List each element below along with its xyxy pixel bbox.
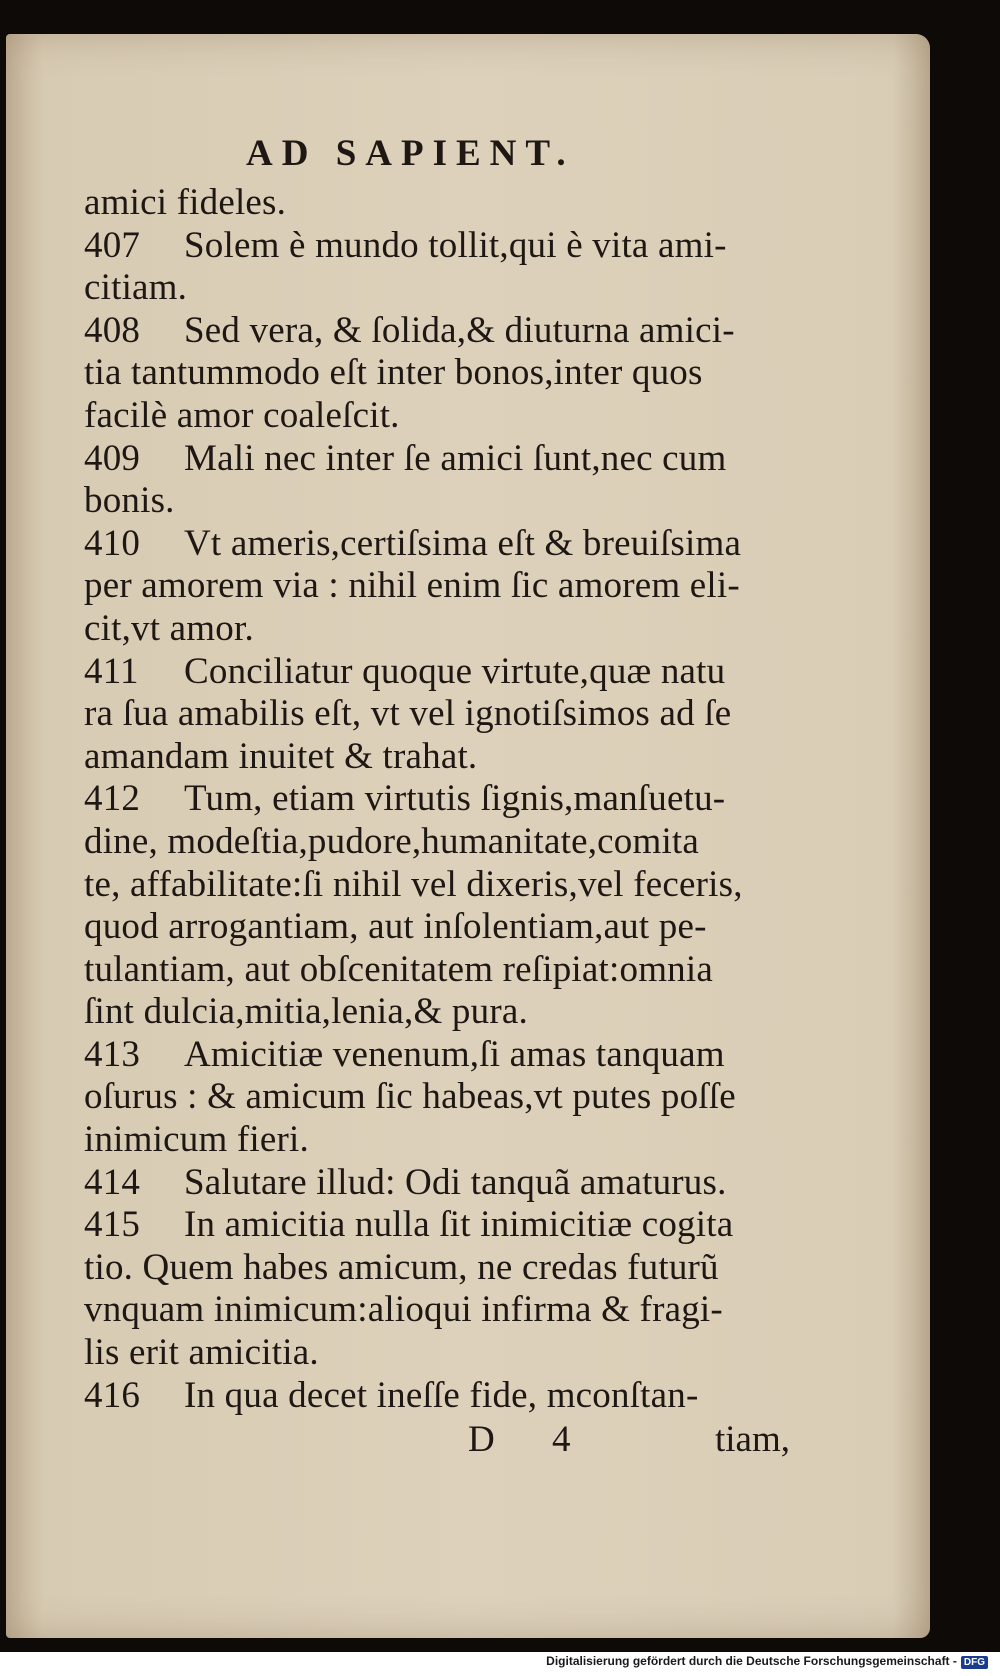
text-line — [84, 352, 784, 395]
credit-text: Digitalisierung gefördert durch die Deutsche Forschungsgemeinschaft - — [546, 1654, 957, 1668]
text-line — [84, 1289, 784, 1332]
page-footer — [84, 1418, 790, 1462]
line-text: bonis. — [84, 480, 175, 522]
text-line — [84, 565, 784, 608]
aphorism-number: 416 — [84, 1374, 141, 1416]
text-line — [84, 1162, 784, 1205]
catchword: tiam, — [714, 1419, 790, 1460]
aphorism-number: 415 — [84, 1204, 141, 1246]
line-text: Salutare illud: Odi tanquã amaturus. — [184, 1161, 727, 1203]
text-line — [84, 949, 784, 992]
text-line — [84, 395, 784, 438]
text-line — [84, 1076, 784, 1119]
text-line — [84, 1034, 784, 1077]
text-line — [84, 693, 784, 736]
line-text: per amorem via : nihil enim ſic amorem eli- — [84, 565, 740, 607]
line-text: lis erit amicitia. — [84, 1332, 319, 1374]
line-text: inimicum fieri. — [84, 1119, 309, 1161]
text-line — [84, 267, 784, 310]
text-line — [84, 608, 784, 651]
aphorism-number: 412 — [84, 778, 141, 820]
text-line — [84, 906, 784, 949]
line-text: ſint dulcia,mitia,lenia,& pura. — [84, 991, 528, 1033]
line-text: In qua decet ineſſe fide, mconſtan- — [184, 1374, 699, 1416]
text-line — [84, 991, 784, 1034]
line-text: te, affabilitate:ſi nihil vel dixeris,vel feceris, — [84, 863, 743, 905]
line-text: tio. Quem habes amicum, ne credas futurũ — [84, 1246, 719, 1288]
line-text: vnquam inimicum:alioqui infirma & fragi- — [84, 1289, 723, 1331]
signature-mark: D 4 — [468, 1419, 595, 1460]
dfg-logo: DFG — [961, 1656, 988, 1669]
line-text: cit,vt amor. — [84, 607, 254, 649]
running-head: AD SAPIENT. — [246, 133, 575, 174]
aphorism-number: 409 — [84, 437, 141, 479]
text-line — [84, 523, 784, 566]
line-text: Amicitiæ venenum,ſi amas tanquam — [184, 1033, 725, 1075]
line-text: facilè amor coaleſcit. — [84, 394, 400, 436]
line-text: Vt ameris,certiſsima eſt & breuiſsima — [184, 522, 742, 564]
aphorism-number: 411 — [84, 650, 139, 692]
text-line — [84, 821, 784, 864]
line-text: tulantiam, aut obſcenitatem reſipiat:omnia — [84, 948, 713, 990]
line-text: Solem è mundo tollit,qui è vita ami- — [184, 224, 727, 266]
text-line — [84, 651, 784, 694]
line-text: Conciliatur quoque virtute,quæ natu — [184, 650, 726, 692]
line-text: Sed vera, & ſolida,& diuturna amici- — [184, 309, 735, 351]
line-text: Mali nec inter ſe amici ſunt,nec cum — [184, 437, 727, 479]
text-line — [84, 778, 784, 821]
aphorism-number: 413 — [84, 1033, 141, 1075]
line-text: tia tantummodo eſt inter bonos,inter quos — [84, 352, 703, 394]
text-line — [84, 1204, 784, 1247]
aphorism-number: 410 — [84, 522, 141, 564]
line-text: ra ſua amabilis eſt, vt vel ignotiſsimos ad ſe — [84, 693, 732, 735]
line-text: amandam inuitet & trahat. — [84, 735, 478, 777]
digitization-credit — [546, 1654, 988, 1674]
text-line — [84, 1247, 784, 1290]
line-text: Tum, etiam virtutis ſignis,manſuetu- — [184, 778, 726, 820]
line-text: amici fideles. — [84, 182, 287, 223]
text-line — [84, 1119, 784, 1162]
aphorism-number: 407 — [84, 224, 141, 266]
line-text: quod arrogantiam, aut inſolentiam,aut pe- — [84, 906, 707, 948]
line-text: oſurus : & amicum ſic habeas,vt putes poſſe — [84, 1076, 736, 1118]
line-text: citiam. — [84, 267, 188, 309]
text-line — [84, 1332, 784, 1375]
text-line — [84, 864, 784, 907]
line-text: dine, modeſtia,pudore,humanitate,comita — [84, 820, 700, 862]
text-line — [84, 438, 784, 481]
body-lines — [84, 182, 784, 1417]
text-line — [84, 182, 784, 225]
text-line — [84, 736, 784, 779]
aphorism-number: 408 — [84, 309, 141, 351]
aphorism-number: 414 — [84, 1161, 141, 1203]
line-text: In amicitia nulla ſit inimicitiæ cogita — [184, 1204, 734, 1246]
text-line — [84, 225, 784, 268]
text-line — [84, 480, 784, 523]
text-line — [84, 310, 784, 353]
text-line — [84, 1375, 784, 1418]
